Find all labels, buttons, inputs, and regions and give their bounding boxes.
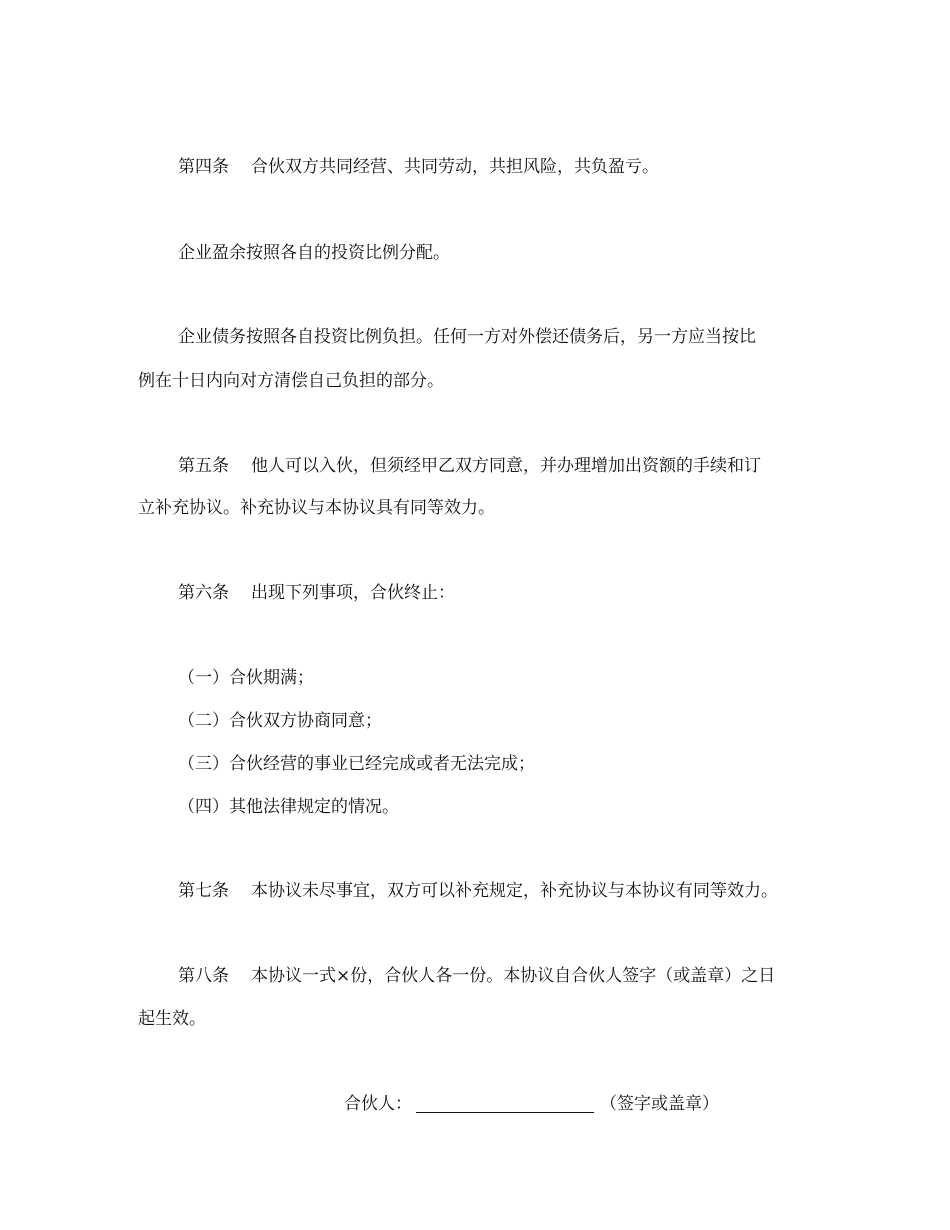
article-6-label: 第六条 xyxy=(178,583,229,603)
article-6-line xyxy=(178,582,455,604)
article-4-paragraph-3-line-2: 例在十日内向对方清偿自己负担的部分。 xyxy=(138,371,444,391)
article-7-text: 本协议未尽事宜，双方可以补充规定，补充协议与本协议有同等效力。 xyxy=(251,881,778,901)
article-5-text-line-1: 他人可以入伙，但须经甲乙双方同意，并办理增加出资额的手续和订 xyxy=(251,456,761,476)
article-8-label: 第八条 xyxy=(178,966,229,986)
article-4-paragraph-2: 企业盈余按照各自的投资比例分配。 xyxy=(178,243,450,263)
article-6-text: 出现下列事项，合伙终止： xyxy=(251,583,455,603)
article-6-item-1: （一）合伙期满； xyxy=(178,668,314,688)
signature-blank[interactable] xyxy=(416,1095,594,1113)
article-5-text-line-2: 立补充协议。补充协议与本协议具有同等效力。 xyxy=(138,498,495,518)
signature-label: 合伙人： xyxy=(344,1094,412,1114)
article-6-item-2: （二）合伙双方协商同意； xyxy=(178,711,382,731)
article-6-item-3: （三）合伙经营的事业已经完成或者无法完成； xyxy=(178,754,535,774)
article-4-paragraph-3-line-1: 企业债务按照各自投资比例负担。任何一方对外偿还债务后，另一方应当按比 xyxy=(178,327,756,347)
article-5-label: 第五条 xyxy=(178,456,229,476)
article-8-text-line-2: 起生效。 xyxy=(138,1009,206,1029)
article-8-text-line-1: 本协议一式×份，合伙人各一份。本协议自合伙人签字（或盖章）之日 xyxy=(251,966,776,986)
article-5-line xyxy=(178,455,761,477)
article-8-line xyxy=(178,965,775,987)
article-7-label: 第七条 xyxy=(178,881,229,901)
signature-note: （签字或盖章） xyxy=(600,1094,719,1114)
article-4-line xyxy=(178,156,659,178)
article-6-item-4: （四）其他法律规定的情况。 xyxy=(178,797,399,817)
article-4-text: 合伙双方共同经营、共同劳动，共担风险，共负盈亏。 xyxy=(251,157,659,177)
article-4-label: 第四条 xyxy=(178,157,229,177)
signature-line xyxy=(344,1093,719,1115)
article-7-line xyxy=(178,880,778,902)
